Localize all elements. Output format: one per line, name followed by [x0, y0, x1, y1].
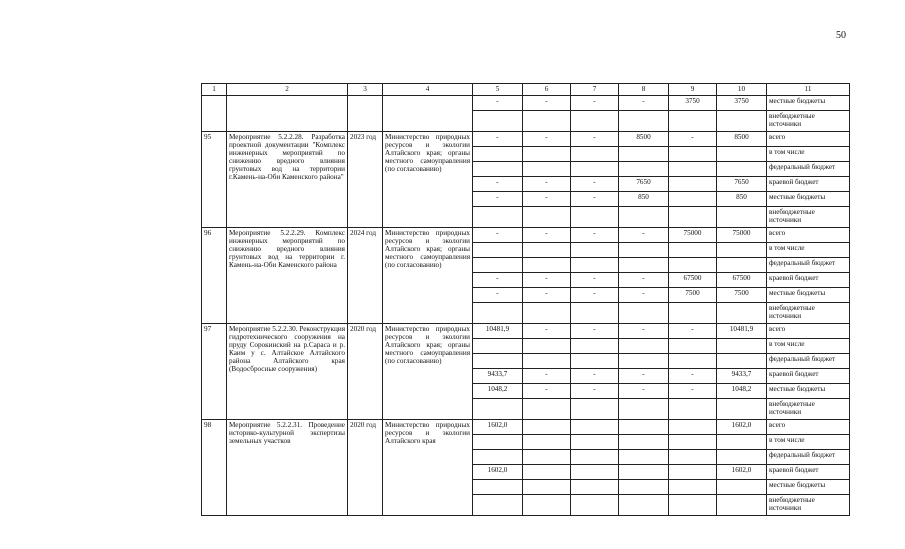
budget-table: [201, 83, 850, 516]
source-cell: внебюджетные источники: [767, 207, 850, 228]
value-cell: [717, 258, 767, 273]
value-cell: [669, 495, 717, 516]
value-cell: -: [523, 177, 571, 192]
value-cell: [619, 465, 669, 480]
value-cell: [523, 435, 571, 450]
source-cell: краевой бюджет: [767, 465, 850, 480]
column-header: 5: [473, 84, 523, 96]
value-cell: -: [619, 96, 669, 111]
value-cell: -: [473, 288, 523, 303]
value-cell: -: [619, 324, 669, 339]
value-cell: [473, 495, 523, 516]
value-cell: [669, 147, 717, 162]
value-cell: [669, 177, 717, 192]
value-cell: [717, 207, 767, 228]
value-cell: [669, 399, 717, 420]
source-cell: краевой бюджет: [767, 273, 850, 288]
source-cell: федеральный бюджет: [767, 258, 850, 273]
table-row: [202, 324, 850, 339]
value-cell: 75000: [669, 228, 717, 243]
value-cell: 8500: [717, 132, 767, 147]
value-cell: -: [571, 324, 619, 339]
column-header: 1: [202, 84, 227, 96]
value-cell: [717, 450, 767, 465]
value-cell: [571, 258, 619, 273]
value-cell: [523, 147, 571, 162]
value-cell: -: [523, 288, 571, 303]
column-header: 8: [619, 84, 669, 96]
value-cell: -: [619, 273, 669, 288]
value-cell: 3750: [669, 96, 717, 111]
item-description: Мероприятие 5.2.2.30. Реконструкция гидротехнического сооружения на пруду Сорокинский на р.Сараса и р. Каим у с. Алтайское Алтайского района Алтайского края (Водосбросные сооружения): [227, 324, 348, 420]
value-cell: -: [571, 192, 619, 207]
value-cell: [571, 339, 619, 354]
value-cell: 9433,7: [473, 369, 523, 384]
value-cell: [473, 111, 523, 132]
value-cell: [619, 420, 669, 435]
table-body: [202, 84, 850, 516]
value-cell: 3750: [717, 96, 767, 111]
value-cell: 1602,0: [473, 420, 523, 435]
value-cell: [669, 258, 717, 273]
value-cell: [717, 339, 767, 354]
value-cell: [473, 243, 523, 258]
table-row: [202, 228, 850, 243]
value-cell: -: [669, 132, 717, 147]
column-header: 2: [227, 84, 348, 96]
item-executor: Министерство природных ресурсов и экологии Алтайского края; органы местного самоуправления (по согласованию): [383, 132, 473, 228]
value-cell: [619, 243, 669, 258]
value-cell: [523, 207, 571, 228]
value-cell: [669, 339, 717, 354]
value-cell: -: [619, 288, 669, 303]
value-cell: -: [523, 273, 571, 288]
value-cell: [523, 495, 571, 516]
value-cell: -: [523, 96, 571, 111]
value-cell: [571, 147, 619, 162]
source-cell: федеральный бюджет: [767, 450, 850, 465]
value-cell: 7500: [717, 288, 767, 303]
item-description: Мероприятие 5.2.2.31. Проведение историко-культурной экспертизы земельных участков: [227, 420, 348, 516]
value-cell: -: [571, 384, 619, 399]
source-cell: в том числе: [767, 147, 850, 162]
value-cell: [619, 399, 669, 420]
source-cell: местные бюджеты: [767, 480, 850, 495]
value-cell: 850: [619, 192, 669, 207]
value-cell: [619, 339, 669, 354]
source-cell: всего: [767, 228, 850, 243]
value-cell: [571, 243, 619, 258]
value-cell: [473, 339, 523, 354]
value-cell: [669, 192, 717, 207]
value-cell: -: [571, 273, 619, 288]
value-cell: [523, 162, 571, 177]
value-cell: -: [619, 228, 669, 243]
value-cell: [717, 243, 767, 258]
table-row: [202, 96, 850, 111]
value-cell: -: [571, 96, 619, 111]
value-cell: [669, 480, 717, 495]
value-cell: [619, 111, 669, 132]
value-cell: [717, 111, 767, 132]
value-cell: 1048,2: [717, 384, 767, 399]
value-cell: [473, 399, 523, 420]
value-cell: [717, 399, 767, 420]
value-cell: -: [523, 324, 571, 339]
value-cell: [669, 243, 717, 258]
value-cell: -: [523, 369, 571, 384]
source-cell: местные бюджеты: [767, 192, 850, 207]
value-cell: -: [669, 384, 717, 399]
value-cell: 9433,7: [717, 369, 767, 384]
source-cell: местные бюджеты: [767, 384, 850, 399]
value-cell: [571, 495, 619, 516]
value-cell: [669, 420, 717, 435]
value-cell: [473, 435, 523, 450]
cont-num: [202, 96, 227, 132]
value-cell: [619, 495, 669, 516]
value-cell: [473, 480, 523, 495]
value-cell: [669, 450, 717, 465]
value-cell: -: [523, 192, 571, 207]
item-year: 2020 год: [348, 324, 383, 420]
value-cell: -: [473, 192, 523, 207]
item-description: Мероприятие 5.2.2.28. Разработка проектной документации "Комплекс инженерных мероприятий по снижению вредного влияния грунтовых вод на территории г.Камень-на-Оби Каменского района": [227, 132, 348, 228]
value-cell: -: [473, 177, 523, 192]
value-cell: [669, 207, 717, 228]
value-cell: [717, 354, 767, 369]
column-header: 9: [669, 84, 717, 96]
value-cell: -: [669, 369, 717, 384]
value-cell: [669, 162, 717, 177]
value-cell: [571, 465, 619, 480]
value-cell: [571, 480, 619, 495]
value-cell: [523, 339, 571, 354]
value-cell: [571, 162, 619, 177]
value-cell: [619, 147, 669, 162]
value-cell: 1602,0: [717, 465, 767, 480]
value-cell: [619, 162, 669, 177]
source-cell: в том числе: [767, 243, 850, 258]
cont-exec: [383, 96, 473, 132]
value-cell: -: [571, 177, 619, 192]
source-cell: внебюджетные источники: [767, 303, 850, 324]
column-header: 7: [571, 84, 619, 96]
value-cell: [523, 399, 571, 420]
value-cell: [571, 354, 619, 369]
value-cell: [523, 420, 571, 435]
source-cell: в том числе: [767, 435, 850, 450]
value-cell: [619, 258, 669, 273]
source-cell: в том числе: [767, 339, 850, 354]
value-cell: [571, 420, 619, 435]
value-cell: 67500: [717, 273, 767, 288]
source-cell: федеральный бюджет: [767, 162, 850, 177]
item-year: 2024 год: [348, 228, 383, 324]
item-executor: Министерство природных ресурсов и экологии Алтайского края; органы местного самоуправления (по согласованию): [383, 228, 473, 324]
value-cell: [619, 303, 669, 324]
column-header: 3: [348, 84, 383, 96]
value-cell: -: [523, 228, 571, 243]
page-number: 50: [836, 30, 846, 41]
item-year: 2023 год: [348, 132, 383, 228]
value-cell: [473, 258, 523, 273]
value-cell: -: [619, 369, 669, 384]
value-cell: [571, 207, 619, 228]
value-cell: [523, 243, 571, 258]
table-row: [202, 420, 850, 435]
value-cell: [619, 435, 669, 450]
value-cell: -: [571, 228, 619, 243]
value-cell: -: [571, 132, 619, 147]
value-cell: 75000: [717, 228, 767, 243]
source-cell: федеральный бюджет: [767, 354, 850, 369]
item-executor: Министерство природных ресурсов и экологии Алтайского края: [383, 420, 473, 516]
item-number: 96: [202, 228, 227, 324]
value-cell: [473, 147, 523, 162]
value-cell: -: [473, 273, 523, 288]
source-cell: краевой бюджет: [767, 369, 850, 384]
value-cell: [717, 495, 767, 516]
value-cell: 10481,9: [717, 324, 767, 339]
value-cell: [717, 162, 767, 177]
source-cell: внебюджетные источники: [767, 111, 850, 132]
cont-desc: [227, 96, 348, 132]
value-cell: [717, 480, 767, 495]
value-cell: -: [571, 369, 619, 384]
value-cell: [523, 450, 571, 465]
column-header: 11: [767, 84, 850, 96]
value-cell: [473, 303, 523, 324]
column-header: 10: [717, 84, 767, 96]
value-cell: [523, 258, 571, 273]
value-cell: [571, 399, 619, 420]
value-cell: [669, 111, 717, 132]
value-cell: [473, 162, 523, 177]
value-cell: [619, 480, 669, 495]
column-header: 6: [523, 84, 571, 96]
value-cell: 67500: [669, 273, 717, 288]
value-cell: 1602,0: [717, 420, 767, 435]
item-executor: Министерство природных ресурсов и экологии Алтайского края; органы местного самоуправления (по согласованию): [383, 324, 473, 420]
item-description: Мероприятие 5.2.2.29. Комплекс инженерных мероприятий по снижению вредного влияния грунтовых вод на территории г. Камень-на-Оби Каменского района: [227, 228, 348, 324]
value-cell: 7650: [717, 177, 767, 192]
source-cell: местные бюджеты: [767, 96, 850, 111]
value-cell: [473, 207, 523, 228]
value-cell: [619, 450, 669, 465]
value-cell: [523, 303, 571, 324]
source-cell: всего: [767, 132, 850, 147]
item-year: 2020 год: [348, 420, 383, 516]
item-number: 95: [202, 132, 227, 228]
value-cell: [669, 303, 717, 324]
value-cell: 10481,9: [473, 324, 523, 339]
value-cell: [619, 207, 669, 228]
value-cell: [523, 354, 571, 369]
value-cell: -: [619, 384, 669, 399]
value-cell: [571, 303, 619, 324]
value-cell: [473, 354, 523, 369]
value-cell: -: [523, 132, 571, 147]
source-cell: внебюджетные источники: [767, 399, 850, 420]
value-cell: [571, 111, 619, 132]
value-cell: [523, 465, 571, 480]
item-number: 97: [202, 324, 227, 420]
value-cell: [473, 450, 523, 465]
source-cell: краевой бюджет: [767, 177, 850, 192]
header-row: [202, 84, 850, 96]
value-cell: 7500: [669, 288, 717, 303]
value-cell: -: [473, 132, 523, 147]
source-cell: местные бюджеты: [767, 288, 850, 303]
value-cell: -: [571, 288, 619, 303]
source-cell: всего: [767, 324, 850, 339]
value-cell: [717, 147, 767, 162]
column-header: 4: [383, 84, 473, 96]
value-cell: 7650: [619, 177, 669, 192]
value-cell: 8500: [619, 132, 669, 147]
value-cell: [523, 480, 571, 495]
value-cell: [669, 465, 717, 480]
value-cell: [669, 435, 717, 450]
table-row: [202, 132, 850, 147]
value-cell: [669, 354, 717, 369]
value-cell: 850: [717, 192, 767, 207]
source-cell: внебюджетные источники: [767, 495, 850, 516]
item-number: 98: [202, 420, 227, 516]
value-cell: 1602,0: [473, 465, 523, 480]
value-cell: -: [523, 384, 571, 399]
value-cell: -: [473, 228, 523, 243]
value-cell: [571, 435, 619, 450]
value-cell: [717, 303, 767, 324]
source-cell: всего: [767, 420, 850, 435]
value-cell: [619, 354, 669, 369]
value-cell: [523, 111, 571, 132]
value-cell: [571, 450, 619, 465]
cont-year: [348, 96, 383, 132]
value-cell: -: [669, 324, 717, 339]
value-cell: [717, 435, 767, 450]
value-cell: 1048,2: [473, 384, 523, 399]
value-cell: -: [473, 96, 523, 111]
